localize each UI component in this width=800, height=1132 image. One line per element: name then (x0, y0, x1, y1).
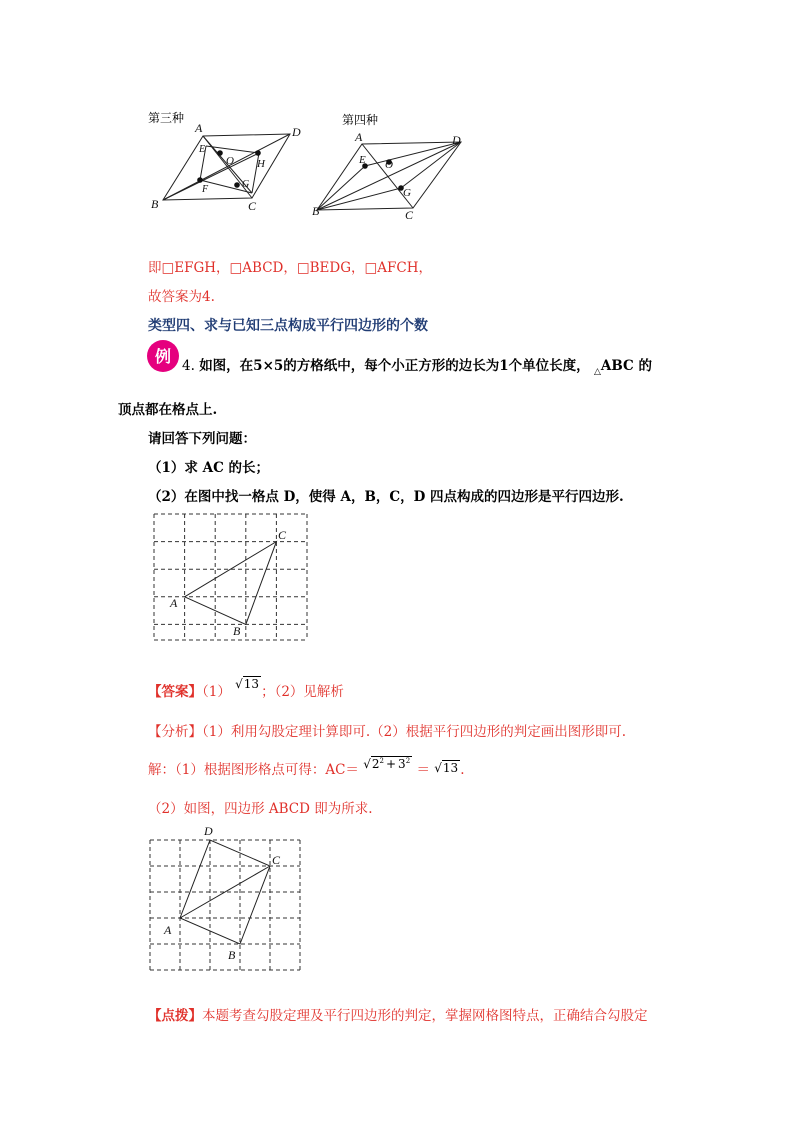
label-f: F (202, 184, 209, 195)
answer-list: 即□EFGH，□ABCD，□BEDG，□AFCH， (148, 260, 432, 276)
figure-third-kind (140, 118, 310, 218)
tip-tag: 【点拨】 (148, 1008, 202, 1024)
example-badge (147, 340, 179, 372)
fig3-caption: 第三种 (148, 111, 185, 125)
answer-tag: 【答案】 (148, 684, 202, 700)
answer-count: 故答案为4. (148, 289, 215, 305)
answer-sqrt: √13 (235, 677, 260, 691)
label-a: A (195, 121, 203, 135)
solution-2: （2）如图，四边形 ABCD 即为所求. (148, 801, 373, 817)
question-2: （2）在图中找一格点 D，使得 A，B，C，D 四点构成的四边形是平行四边形. (148, 489, 624, 505)
analysis-text: （1）利用勾股定理计算即可.（2）根据平行四边形的判定画出图形即可. (202, 724, 627, 740)
solution-result-sqrt: √13 (434, 761, 459, 775)
label-d: D (292, 125, 301, 139)
label-a-4: A (355, 130, 363, 144)
tip-line (148, 1004, 648, 1024)
solution-line: 解：（1）根据图形格点可得：$AC= √2^2 + 3^2 = √13$ . (148, 757, 465, 778)
grid1-label-a: A (170, 596, 178, 610)
answer-part2: ；（2）见解析 (261, 684, 344, 700)
fig4-caption: 第四种 (342, 113, 379, 127)
solution-sqrt: $√2^2 + 3^2$ (363, 757, 411, 771)
example-badge-text: 例 (155, 347, 172, 366)
grid-figure-2 (146, 822, 306, 972)
grid2-label-d: D (204, 824, 213, 838)
label-e: E (199, 144, 206, 155)
analysis-tag: 【分析】 (148, 724, 202, 740)
triangle-symbol: △ (593, 367, 601, 377)
tip-text: 本题考查勾股定理及平行四边形的判定，掌握网格图特点，正确结合勾股定 (202, 1008, 648, 1024)
example-number: 4. (182, 358, 195, 374)
grid2-label-b: B (228, 948, 236, 962)
answer-part1: （1） (202, 684, 231, 700)
label-d-4: D (452, 133, 461, 147)
question-1: （1）求 AC 的长； (148, 460, 270, 476)
grid-figure-1 (150, 512, 310, 652)
example-text-1: 如图，在5×5的方格纸中，每个小正方形的边长为1个单位长度， (199, 358, 590, 374)
grid1-label-c: C (278, 528, 287, 542)
example-text-1-end: ABC 的 (600, 358, 652, 374)
label-o: O (226, 155, 234, 167)
example-line-1 (182, 354, 652, 377)
example-prompt: 请回答下列问题： (148, 431, 256, 447)
label-b-4: B (312, 204, 320, 218)
solution-equals: ＝ (416, 762, 430, 778)
label-h: H (257, 158, 265, 170)
label-c-4: C (405, 208, 414, 222)
figure-fourth-kind (305, 122, 480, 222)
label-c: C (248, 199, 257, 213)
solution-prefix: 解：（1）根据图形格点可得：AC＝ (148, 762, 359, 778)
grid1-label-b: B (233, 624, 241, 638)
analysis-line (148, 720, 626, 740)
section-title: 类型四、求与已知三点构成平行四边形的个数 (148, 318, 428, 334)
label-g: G (242, 179, 250, 190)
triangle-abc (185, 542, 277, 625)
label-b: B (151, 197, 159, 211)
answer-sqrt-value: 13 (243, 677, 260, 691)
label-g-4: G (403, 187, 411, 199)
label-o-4: O (385, 159, 393, 171)
answer-line (148, 677, 344, 700)
grid2-label-a: A (164, 923, 172, 937)
grid2-label-c: C (272, 853, 281, 867)
label-e-4: E (359, 154, 366, 166)
example-line-2: 顶点都在格点上. (118, 402, 218, 418)
